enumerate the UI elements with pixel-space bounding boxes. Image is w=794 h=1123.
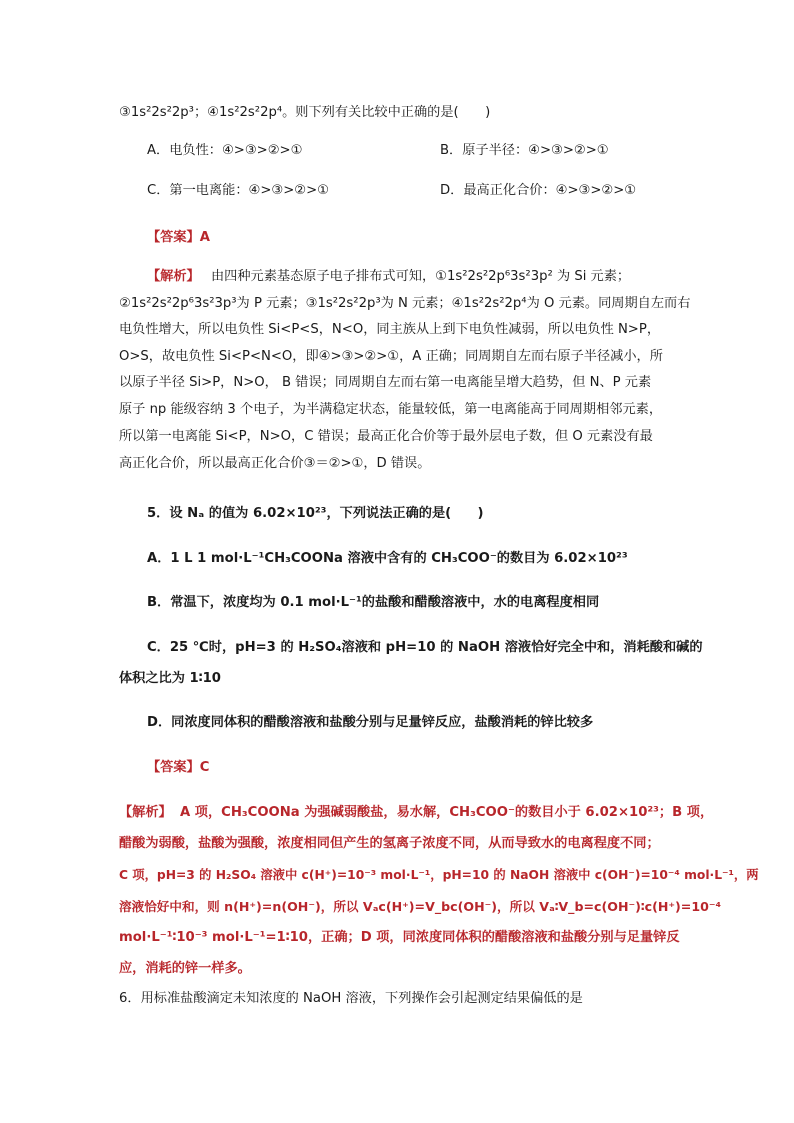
q5-analysis-line-5: mol·L⁻¹∶10⁻³ mol·L⁻¹=1∶10，正确；D 项，同浓度同体积的醋酸溶液和盐酸分别与足量锌反 [119,930,680,945]
q5-answer: 【答案】C [147,760,210,775]
q5-analysis-label: 【解析】 [119,805,172,820]
q4-analysis-line-6: 原子 np 能级容纳 3 个电子，为半满稳定状态，能量较低，第一电离能高于同周期相邻元素， [119,402,663,417]
q4-analysis-line-8: 高正化合价，所以最高正化合价③＝②>①，D 错误。 [119,456,431,471]
q4-stem-tail: ③1s²2s²2p³；④1s²2s²2p⁴。则下列有关比较中正确的是( ) [119,105,491,120]
q4-analysis-line-1: 由四种元素基态原子电子排布式可知，①1s²2s²2p⁶3s²3p² 为 Si 元素； [211,269,631,284]
q5-analysis-line-2: 醋酸为弱酸，盐酸为强酸，浓度相同但产生的氢离子浓度不同，从而导致水的电离程度不同； [119,836,660,851]
q5-option-d: D．同浓度同体积的醋酸溶液和盐酸分别与足量锌反应，盐酸消耗的锌比较多 [147,715,594,730]
q4-option-b: B．原子半径：④>③>②>① [440,143,609,158]
q4-analysis-line-4: O>S，故电负性 Si<P<N<O，即④>③>②>①，A 正确；同周期自左而右原子半径减小，所 [119,349,663,364]
q4-analysis-line-5: 以原子半径 Si>P，N>O， B 错误；同周期自左而右第一电离能呈增大趋势，但 N、P 元素 [119,375,652,390]
q4-option-a: A．电负性：④>③>②>① [147,143,303,158]
q4-analysis-line-2: ②1s²2s²2p⁶3s²3p³为 P 元素；③1s²2s²2p³为 N 元素；④1s²2s²2p⁴为 O 元素。同周期自左而右 [119,296,691,311]
q5-analysis-line-3: C 项，pH=3 的 H₂SO₄ 溶液中 c(H⁺)=10⁻³ mol·L⁻¹，pH=10 的 NaOH 溶液中 c(OH⁻)=10⁻⁴ mol·L⁻¹，两 [119,868,759,882]
q5-analysis-line-4: 溶液恰好中和，则 n(H⁺)=n(OH⁻)，所以 Vₐc(H⁺)=V_bc(OH⁻)，所以 Vₐ∶V_b=c(OH⁻)∶c(H⁺)=10⁻⁴ [119,899,722,914]
q4-analysis-line-3: 电负性增大，所以电负性 Si<P<S，N<O，同主族从上到下电负性减弱，所以电负性 N>P， [119,322,661,337]
q5-option-c-line-2: 体积之比为 1∶10 [119,671,221,686]
q5-stem: 5．设 Nₐ 的值为 6.02×10²³，下列说法正确的是( ) [147,506,484,521]
q5-option-a: A．1 L 1 mol·L⁻¹CH₃COONa 溶液中含有的 CH₃COO⁻的数目为 6.02×10²³ [147,551,628,566]
q5-option-c-line-1: C．25 ℃时，pH=3 的 H₂SO₄溶液和 pH=10 的 NaOH 溶液恰好完全中和，消耗酸和碱的 [147,640,703,655]
q4-answer: 【答案】A [147,230,210,245]
q5-option-b: B．常温下，浓度均为 0.1 mol·L⁻¹的盐酸和醋酸溶液中，水的电离程度相同 [147,595,600,610]
q5-analysis-line-6: 应，消耗的锌一样多。 [119,961,251,976]
q5-analysis-line-1: A 项，CH₃COONa 为强碱弱酸盐，易水解，CH₃COO⁻的数目小于 6.02×10²³；B 项， [180,805,714,820]
q4-analysis-line-7: 所以第一电离能 Si<P，N>O，C 错误；最高正化合价等于最外层电子数，但 O 元素没有最 [119,429,653,444]
q4-option-c: C．第一电离能：④>③>②>① [147,183,329,198]
q6-stem: 6．用标准盐酸滴定未知浓度的 NaOH 溶液，下列操作会引起测定结果偏低的是 [119,991,583,1006]
q4-analysis-label: 【解析】 [147,269,200,284]
q4-option-d: D．最高正化合价：④>③>②>① [440,183,637,198]
